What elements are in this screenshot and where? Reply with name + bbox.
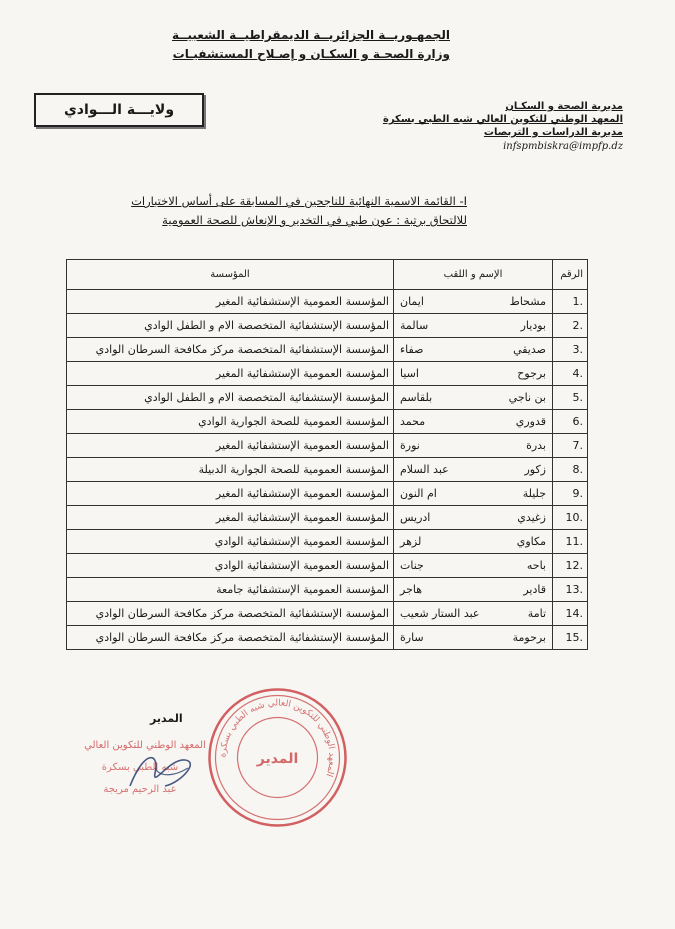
name-wrap [398,463,548,476]
row-firstname: ايمان [400,295,424,308]
table-row [67,434,588,458]
row-institution: المؤسسة العمومية الإستشفائية المغير [67,434,394,458]
svg-text:المعهد الوطني للتكوين العالي: المعهد الوطني للتكوين العالي [84,740,206,751]
row-institution: المؤسسة الإستشفائية المتخصصة الام و الطفل الوادي [67,314,394,338]
row-surname: قدوري [515,415,546,428]
header-institution: المؤسسة [67,260,394,290]
row-name [394,314,553,338]
row-firstname: لزهر [400,535,422,548]
row-number: 11. [553,530,588,554]
row-surname: برجوح [517,367,546,380]
department-line-3: مديرية الدراسات و التربصات [483,127,623,138]
row-surname: صديقي [513,343,546,356]
name-wrap [398,391,548,404]
row-surname: تامة [527,607,546,620]
department-email: infspmbiskra@impfp.dz [503,141,623,152]
row-institution: المؤسسة العمومية الإستشفائية الوادي [67,530,394,554]
table-row [67,362,588,386]
table-row [67,386,588,410]
name-wrap [398,367,548,380]
row-institution: المؤسسة الإستشفائية المتخصصة مركز مكافحة السرطان الوادي [67,626,394,650]
svg-text:عبد الرحيم مريجة: عبد الرحيم مريجة [103,784,177,795]
director-label: المدير [150,712,183,725]
row-institution: المؤسسة العمومية الإستشفائية المغير [67,482,394,506]
row-firstname: ادريس [400,511,431,524]
header-name: الإسم و اللقب [394,260,553,290]
table-row [67,530,588,554]
row-firstname: جنات [400,559,424,572]
row-surname: مكاوي [516,535,546,548]
row-number: 3. [553,338,588,362]
name-wrap [398,319,548,332]
row-name [394,434,553,458]
row-number: 8. [553,458,588,482]
results-table [66,259,588,650]
ministry-header: وزارة الصحـة و السكـان و إصـلاح المستشفيـات [172,47,450,61]
table-header-row [67,260,588,290]
row-name [394,626,553,650]
row-number: 5. [553,386,588,410]
svg-text:المدير: المدير [256,751,299,767]
row-firstname: محمد [400,415,426,428]
row-institution: المؤسسة العمومية للصحة الجوارية الوادي [67,410,394,434]
row-number: 6. [553,410,588,434]
row-name [394,578,553,602]
name-wrap [398,487,548,500]
row-institution: المؤسسة الإستشفائية المتخصصة مركز مكافحة السرطان الوادي [67,338,394,362]
name-wrap [398,583,548,596]
name-wrap [398,631,548,644]
row-number: 9. [553,482,588,506]
name-wrap [398,559,548,572]
round-stamp [205,685,350,830]
row-firstname: اسيا [400,367,419,380]
table-row [67,410,588,434]
row-institution: المؤسسة العمومية الإستشفائية الوادي [67,554,394,578]
row-name [394,458,553,482]
row-number: 2. [553,314,588,338]
row-number: 12. [553,554,588,578]
svg-text:المعهد الوطني للتكوين العالي ش: المعهد الوطني للتكوين العالي شبه الطبي بسكرة [218,698,337,778]
row-firstname: سالمة [400,319,429,332]
row-name [394,602,553,626]
list-title [87,194,467,227]
row-firstname: عبد الستار شعيب [400,607,480,620]
row-name [394,482,553,506]
row-number: 10. [553,506,588,530]
row-firstname: بلقاسم [400,391,433,404]
row-firstname: عبد السلام [400,463,449,476]
row-name [394,386,553,410]
row-number: 7. [553,434,588,458]
table-row [67,602,588,626]
row-institution: المؤسسة الإستشفائية المتخصصة مركز مكافحة السرطان الوادي [67,602,394,626]
list-title-line-1: I- القائمة الاسمية النهائية للناجحين في المسابقة على أساس الاختبارات [131,194,467,208]
republic-header: الجمهـوريــة الجزائريــة الديمقراطيــة الشعبيــة [172,28,450,42]
row-name [394,554,553,578]
row-number: 4. [553,362,588,386]
row-institution: المؤسسة العمومية الإستشفائية جامعة [67,578,394,602]
row-surname: بن ناجي [508,391,546,404]
table-row [67,482,588,506]
row-name [394,338,553,362]
table-row [67,290,588,314]
name-wrap [398,511,548,524]
row-firstname: نورة [400,439,420,452]
row-surname: بوديار [520,319,546,332]
row-name [394,290,553,314]
table-row [67,626,588,650]
table-row [67,458,588,482]
row-firstname: ام النون [400,487,437,500]
department-block [363,101,623,152]
name-wrap [398,415,548,428]
row-surname: جليلة [522,487,546,500]
name-wrap [398,439,548,452]
row-surname: مشحاط [509,295,546,308]
row-number: 1. [553,290,588,314]
row-institution: المؤسسة الإستشفائية المتخصصة الام و الطفل الوادي [67,386,394,410]
row-surname: باحه [526,559,546,572]
row-institution: المؤسسة العمومية للصحة الجوارية الدبيلة [67,458,394,482]
row-name [394,362,553,386]
name-wrap [398,343,548,356]
list-title-line-2: للالتحاق برتبة : عون طبي في التخدير و الإنعاش للصحة العمومية [162,213,467,227]
name-wrap [398,295,548,308]
name-wrap [398,535,548,548]
table-row [67,338,588,362]
wilaya-box: ولايـــة الـــوادي [34,93,204,127]
row-number: 14. [553,602,588,626]
header-num: الرقم [553,260,588,290]
department-line-1: مديرية الصحة و السكـان [505,101,623,112]
row-surname: زكور [524,463,546,476]
name-wrap [398,607,548,620]
row-institution: المؤسسة العمومية الإستشفائية المغير [67,362,394,386]
svg-text:شبه الطبي بسكرة: شبه الطبي بسكرة [101,762,179,773]
table-row [67,578,588,602]
row-surname: زغيدي [517,511,546,524]
row-surname: بدرة [526,439,546,452]
round-stamp-image [205,685,350,830]
row-number: 15. [553,626,588,650]
row-institution: المؤسسة العمومية الإستشفائية المغير [67,506,394,530]
row-institution: المؤسسة العمومية الإستشفائية المغير [67,290,394,314]
row-surname: برحومة [512,631,546,644]
row-firstname: صفاء [400,343,424,356]
row-name [394,530,553,554]
row-number: 13. [553,578,588,602]
row-name [394,410,553,434]
table-row [67,314,588,338]
row-name [394,506,553,530]
row-firstname: سارة [400,631,424,644]
department-line-2: المعهد الوطني للتكوين العالي شبه الطبي بسكرة [382,114,623,125]
table-row [67,506,588,530]
row-firstname: هاجر [400,583,423,596]
row-surname: قادير [523,583,546,596]
table-row [67,554,588,578]
